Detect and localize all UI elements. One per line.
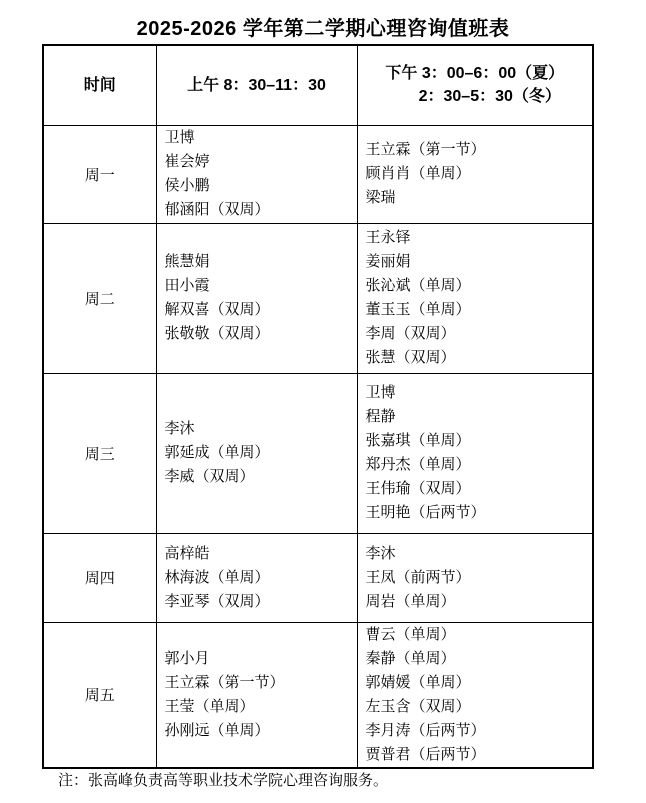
header-afternoon-line2: 2：30–5：30（冬）	[418, 88, 561, 106]
table-row-wednesday	[43, 373, 593, 533]
duty-person: 卫博	[365, 385, 396, 401]
duty-person: 程静	[365, 409, 396, 425]
header-row	[43, 45, 593, 125]
morning-cell	[156, 125, 357, 223]
day-label: 周一	[43, 125, 156, 223]
duty-person: 郭小月	[164, 650, 210, 667]
day-label: 周三	[43, 373, 156, 533]
afternoon-cell	[357, 223, 593, 373]
duty-person: 王莹（单周）	[164, 698, 255, 715]
duty-person: 周岩（单周）	[365, 593, 456, 610]
duty-person: 王立霖（第一节）	[164, 674, 285, 691]
duty-person: 郁涵阳（双周）	[164, 202, 270, 218]
duty-person: 张慧（双周）	[365, 350, 456, 366]
table-row-friday	[43, 622, 593, 768]
page-title: 2025-2026 学年第二学期心理咨询值班表	[136, 18, 510, 40]
duty-person: 李沐	[365, 545, 396, 562]
header-morning: 上午 8：30–11：30	[156, 45, 357, 125]
duty-schedule-table	[42, 44, 594, 769]
day-label: 周四	[43, 533, 156, 622]
day-label: 周五	[43, 622, 156, 768]
morning-cell	[156, 622, 357, 768]
duty-person: 解双喜（双周）	[164, 302, 270, 318]
duty-person: 王伟瑜（双周）	[365, 481, 471, 497]
afternoon-cell	[357, 533, 593, 622]
duty-person: 李月涛（后两节）	[365, 722, 486, 739]
duty-person: 顾肖肖（单周）	[365, 166, 471, 182]
morning-cell	[156, 533, 357, 622]
afternoon-cell	[357, 373, 593, 533]
morning-cell	[156, 373, 357, 533]
duty-person: 王永铎	[365, 230, 411, 246]
duty-person: 左玉含（双周）	[365, 698, 471, 715]
duty-person: 孙刚远（单周）	[164, 722, 270, 739]
duty-person: 张沁斌（单周）	[365, 278, 471, 294]
duty-person: 姜丽娟	[365, 254, 411, 270]
duty-person: 郭延成（单周）	[164, 445, 270, 461]
duty-person: 张敬敬（双周）	[164, 326, 270, 342]
duty-person: 李威（双周）	[164, 469, 255, 485]
afternoon-cell	[357, 622, 593, 768]
duty-person: 王立霖（第一节）	[365, 142, 486, 158]
duty-person: 曹云（单周）	[365, 626, 456, 643]
header-afternoon-line1: 下午 3：00–6：00（夏）	[385, 65, 565, 83]
duty-person: 高梓皓	[164, 545, 210, 562]
duty-person: 秦静（单周）	[365, 650, 456, 667]
table-row-tuesday	[43, 223, 593, 373]
duty-person: 郑丹杰（单周）	[365, 457, 471, 473]
duty-person: 李亚琴（双周）	[164, 593, 270, 610]
duty-person: 崔会婷	[164, 154, 210, 170]
day-label: 周二	[43, 223, 156, 373]
header-time: 时间	[43, 45, 156, 125]
table-row-thursday	[43, 533, 593, 622]
duty-person: 田小霞	[164, 278, 210, 294]
duty-person: 董玉玉（单周）	[365, 302, 471, 318]
duty-person: 王明艳（后两节）	[365, 505, 486, 521]
duty-person: 郭婧媛（单周）	[365, 674, 471, 691]
footnote: 注：张高峰负责高等职业技术学院心理咨询服务。	[58, 773, 389, 789]
duty-person: 贾普君（后两节）	[365, 746, 486, 763]
duty-person: 熊慧娟	[164, 254, 210, 270]
header-afternoon	[357, 45, 593, 125]
duty-person: 王凤（前两节）	[365, 569, 471, 586]
afternoon-cell	[357, 125, 593, 223]
duty-person: 李沐	[164, 421, 195, 437]
duty-person: 侯小鹏	[164, 178, 210, 194]
duty-person: 张嘉琪（单周）	[365, 433, 471, 449]
morning-cell	[156, 223, 357, 373]
duty-person: 林海波（单周）	[164, 569, 270, 586]
duty-person: 李周（双周）	[365, 326, 456, 342]
table-row-monday	[43, 125, 593, 223]
duty-person: 卫博	[164, 130, 195, 146]
duty-person: 梁瑞	[365, 190, 396, 206]
